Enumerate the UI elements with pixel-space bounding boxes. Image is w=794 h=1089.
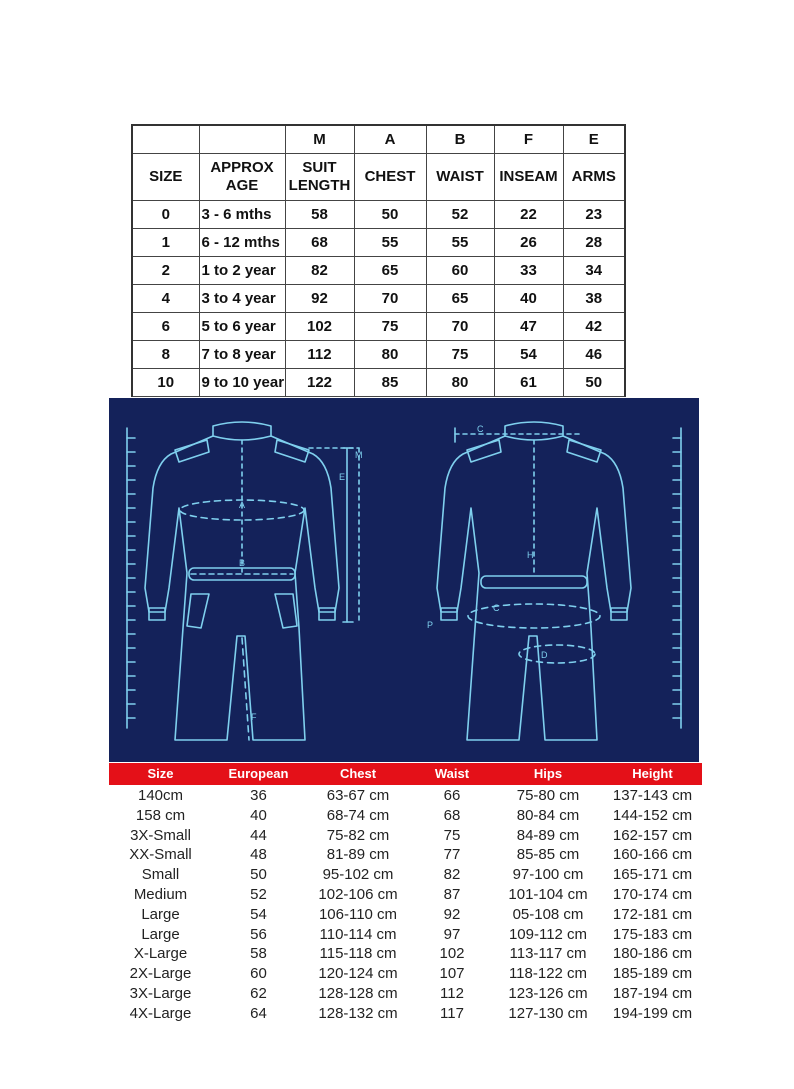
adult-table-row (109, 905, 702, 925)
header-chest (354, 154, 426, 201)
adult-table-cell: 36 (250, 787, 267, 804)
adult-table-cell: 85-85 cm (516, 846, 580, 864)
header-approx-age (199, 154, 285, 201)
adult-table-cell: 162-157 cm (612, 826, 693, 844)
kids-table-cell: 3 to 4 year (199, 285, 285, 313)
adult-table-cell: 92 (443, 905, 461, 923)
kids-table-cell: 55 (426, 229, 494, 257)
header-european: European (228, 766, 289, 781)
kids-table-cell: 50 (354, 201, 426, 229)
measurement-letter-row (132, 125, 625, 154)
adult-table-row (109, 826, 702, 846)
adult-table-cell: Small (141, 866, 180, 884)
kids-table-cell: 82 (285, 257, 354, 285)
suit-blueprint-svg (109, 398, 699, 762)
header-text: SUIT (302, 159, 337, 176)
adult-table-cell: 175-183 cm (612, 925, 693, 943)
adult-table-cell: 40 (250, 806, 267, 824)
header-inseam (494, 154, 563, 201)
adult-table-cell: 87 (443, 885, 461, 903)
label-c-hip: C (493, 603, 500, 613)
adult-table-cell: 128-128 cm (318, 984, 398, 1002)
kids-table-row (132, 229, 625, 257)
kids-table-cell: 3 - 6 mths (199, 201, 285, 229)
adult-table-cell: 84-89 cm (516, 826, 580, 844)
adult-table-cell: 56 (250, 925, 267, 943)
adult-table-cell: 115-118 cm (319, 945, 397, 963)
label-e: E (339, 472, 346, 482)
kids-table-cell: 75 (426, 341, 494, 369)
adult-table-cell: 102 (439, 945, 465, 963)
kids-table-cell: 9 to 10 year (199, 369, 285, 397)
adult-table-cell: 180-186 cm (612, 945, 693, 963)
adult-table-header (109, 763, 702, 785)
kids-table-cell: 8 (132, 341, 199, 369)
adult-table-cell: 101-104 cm (508, 885, 588, 903)
letter-cell: F (494, 125, 563, 154)
kids-table-cell: 70 (426, 313, 494, 341)
adult-table-cell: 127-130 cm (508, 1004, 588, 1022)
kids-table-cell: 46 (563, 341, 625, 369)
kids-table-cell: 34 (563, 257, 625, 285)
header-text: APPROX (210, 159, 274, 176)
adult-table-cell: 3X-Small (130, 826, 191, 844)
adult-table-cell: 52 (250, 885, 267, 903)
adult-table-cell: 62 (250, 984, 267, 1002)
left-ruler (127, 428, 135, 728)
adult-table-row (109, 1004, 702, 1024)
adult-table-cell: 102-106 cm (318, 885, 398, 903)
adult-table-cell: 48 (250, 846, 267, 864)
adult-table-row (109, 925, 702, 945)
adult-table-cell: 82 (443, 866, 461, 884)
label-b: B (238, 558, 246, 568)
kids-table-cell: 2 (132, 257, 199, 285)
kids-table-cell: 65 (426, 285, 494, 313)
adult-table-cell: 58 (250, 945, 267, 963)
kids-table-cell: 58 (285, 201, 354, 229)
adult-table-cell: 81-89 cm (326, 846, 390, 864)
adult-table-cell: 137-143 cm (612, 787, 693, 804)
kids-table-cell: 38 (563, 285, 625, 313)
adult-table-cell: 187-194 cm (612, 984, 693, 1002)
kids-table-cell: 42 (563, 313, 625, 341)
kids-table-cell: 61 (494, 369, 563, 397)
kids-table-cell: 10 (132, 369, 199, 397)
adult-table-cell: 44 (250, 826, 267, 844)
kids-header-row (132, 154, 625, 201)
adult-table-cell: 60 (250, 965, 267, 983)
kids-table-cell: 112 (285, 341, 354, 369)
adult-table-row (109, 806, 702, 826)
adult-table-cell: 109-112 cm (508, 925, 588, 943)
adult-table-cell: 3X-Large (129, 984, 192, 1002)
adult-table-cell: 140cm (137, 787, 184, 804)
header-text: CHEST (364, 168, 416, 185)
kids-table-cell: 4 (132, 285, 199, 313)
kids-table-cell: 75 (354, 313, 426, 341)
adult-table-row (109, 944, 702, 964)
adult-table-cell: 107 (439, 965, 465, 983)
adult-table-cell: 172-181 cm (612, 905, 693, 923)
adult-table-cell: 75 (443, 826, 461, 844)
kids-table-cell: 33 (494, 257, 563, 285)
kids-table-cell: 54 (494, 341, 563, 369)
header-chest: Chest (339, 766, 377, 781)
adult-table-cell: 05-108 cm (512, 905, 584, 923)
kids-table-cell: 68 (285, 229, 354, 257)
adult-table-cell: XX-Small (129, 846, 192, 864)
adult-table-cell: 75-82 cm (326, 826, 390, 844)
header-suit-length (285, 154, 354, 201)
adult-table-cell: 95-102 cm (322, 866, 394, 884)
kids-table-cell: 28 (563, 229, 625, 257)
kids-table-cell: 47 (494, 313, 563, 341)
header-height: Height (632, 766, 673, 781)
label-p: P (427, 620, 434, 630)
header-waist (426, 154, 494, 201)
right-ruler (673, 428, 681, 728)
header-text: AGE (225, 177, 259, 194)
adult-table-cell: 64 (250, 1004, 267, 1022)
adult-table-cell: 112 (440, 984, 464, 1002)
header-text: SIZE (149, 168, 183, 185)
adult-table-cell: 4X-Large (129, 1004, 192, 1022)
kids-table-row (132, 313, 625, 341)
adult-table-cell: 68-74 cm (326, 806, 390, 824)
adult-table-cell: 80-84 cm (516, 806, 580, 824)
adult-table-cell: Medium (133, 885, 188, 903)
letter-cell: M (285, 125, 354, 154)
kids-table-row (132, 201, 625, 229)
letter-cell (132, 125, 199, 154)
adult-table-cell: 50 (250, 866, 267, 884)
kids-table-cell: 55 (354, 229, 426, 257)
label-f: F (251, 712, 257, 722)
kids-table-cell: 122 (285, 369, 354, 397)
adult-table-body (109, 786, 702, 1024)
adult-table-cell: 77 (443, 846, 461, 864)
header-waist: Waist (434, 766, 470, 781)
label-a: A (238, 500, 246, 510)
letter-cell: E (563, 125, 625, 154)
adult-table-cell: Large (141, 925, 180, 943)
letter-cell (199, 125, 285, 154)
adult-table-cell: 75-80 cm (516, 787, 580, 804)
header-text: WAIST (436, 168, 484, 185)
kids-table-cell: 6 - 12 mths (199, 229, 285, 257)
adult-table-cell: 110-114 cm (319, 925, 397, 943)
adult-table-row (109, 964, 702, 984)
label-c-top: C (477, 424, 484, 434)
header-size: Size (147, 766, 174, 781)
adult-table-cell: 160-166 cm (612, 846, 693, 864)
adult-table-cell: 194-199 cm (612, 1004, 693, 1022)
kids-table-cell: 1 to 2 year (199, 257, 285, 285)
kids-table-body (132, 201, 625, 397)
adult-table-cell: 118-122 cm (508, 965, 588, 983)
kids-table-row (132, 341, 625, 369)
adult-table-cell: X-Large (133, 945, 188, 963)
kids-table-cell: 40 (494, 285, 563, 313)
adult-table-cell: Large (141, 905, 180, 923)
kids-table-cell: 5 to 6 year (199, 313, 285, 341)
adult-table-cell: 165-171 cm (612, 866, 693, 884)
adult-table-cell: 113-117 cm (509, 945, 587, 963)
adult-table-cell: 128-132 cm (318, 1004, 398, 1022)
adult-table-cell: 97 (443, 925, 461, 943)
adult-table-cell: 63-67 cm (326, 787, 390, 804)
racesuit-measurement-diagram (109, 398, 699, 762)
kids-table-row (132, 257, 625, 285)
kids-table-cell: 60 (426, 257, 494, 285)
kids-table-cell: 70 (354, 285, 426, 313)
kids-table-cell: 52 (426, 201, 494, 229)
kids-table-cell: 92 (285, 285, 354, 313)
kids-table-cell: 65 (354, 257, 426, 285)
kids-table-cell: 1 (132, 229, 199, 257)
kids-table-cell: 6 (132, 313, 199, 341)
adult-table-cell: 117 (440, 1004, 464, 1022)
kids-size-table (131, 124, 626, 397)
kids-table-cell: 102 (285, 313, 354, 341)
adult-table-row (109, 845, 702, 865)
label-h: H (527, 550, 534, 560)
kids-table-row (132, 285, 625, 313)
adult-table-cell: 66 (443, 787, 461, 804)
front-suit-drawing (145, 422, 359, 740)
adult-table-cell: 106-110 cm (318, 905, 398, 923)
kids-table-cell: 50 (563, 369, 625, 397)
header-hips: Hips (533, 766, 563, 781)
adult-table-row (109, 984, 702, 1004)
adult-table-cell: 123-126 cm (508, 984, 588, 1002)
letter-cell: A (354, 125, 426, 154)
kids-table-cell: 23 (563, 201, 625, 229)
adult-table-row (109, 865, 702, 885)
adult-table-cell: 170-174 cm (612, 885, 693, 903)
header-arms (563, 154, 625, 201)
adult-table-row (109, 885, 702, 905)
kids-table-row (132, 369, 625, 397)
header-text: INSEAM (499, 168, 558, 185)
adult-table-cell: 185-189 cm (612, 965, 693, 983)
letter-cell: B (426, 125, 494, 154)
kids-table-cell: 85 (354, 369, 426, 397)
back-suit-drawing (437, 422, 631, 740)
header-size (132, 154, 199, 201)
adult-table-cell: 68 (443, 806, 461, 824)
adult-table-cell: 54 (250, 905, 267, 923)
header-text: ARMS (571, 168, 616, 185)
label-d: D (541, 650, 548, 660)
adult-table-cell: 120-124 cm (318, 965, 398, 983)
kids-table-cell: 26 (494, 229, 563, 257)
adult-table-cell: 97-100 cm (512, 866, 584, 884)
adult-table-row (109, 786, 702, 806)
adult-table-cell: 144-152 cm (612, 806, 693, 824)
header-text: LENGTH (288, 177, 351, 194)
kids-table-cell: 80 (426, 369, 494, 397)
label-m: M (355, 450, 363, 460)
kids-table-cell: 80 (354, 341, 426, 369)
kids-table-cell: 0 (132, 201, 199, 229)
adult-table-cell: 2X-Large (129, 965, 192, 983)
kids-table-cell: 22 (494, 201, 563, 229)
adult-table-cell: 158 cm (135, 806, 186, 824)
kids-table-cell: 7 to 8 year (199, 341, 285, 369)
